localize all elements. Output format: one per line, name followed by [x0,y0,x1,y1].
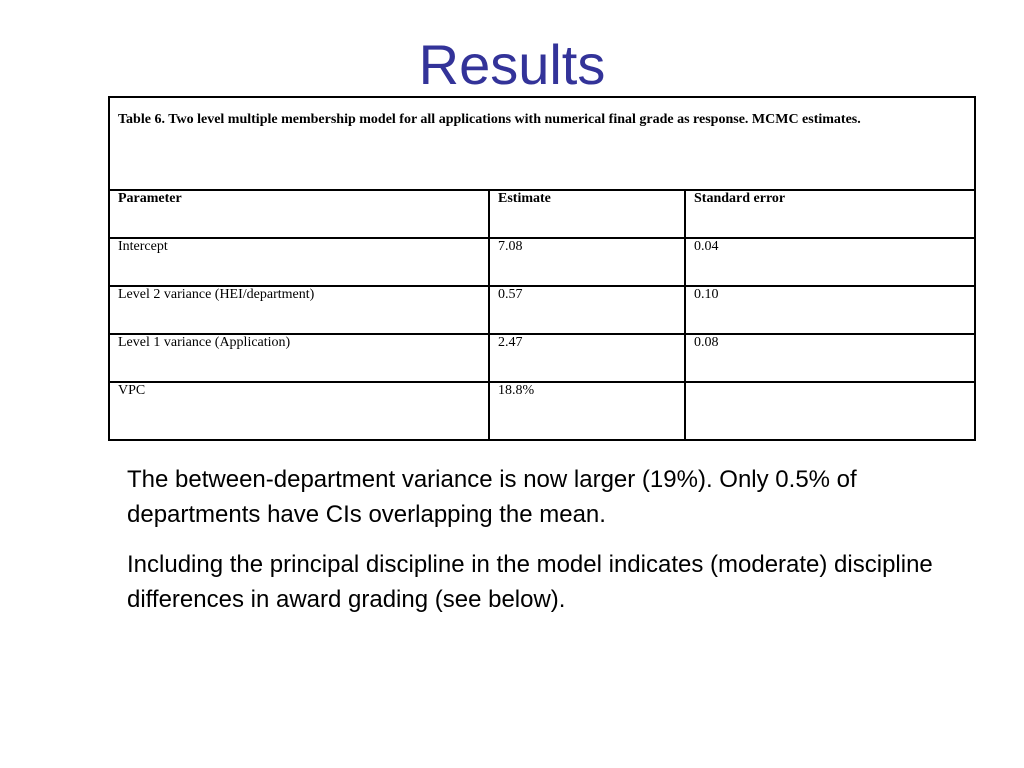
table-caption: Table 6. Two level multiple membership model for all applications with numerical final grade as response. MCMC estimates. [118,112,861,127]
standard-error-cell: 0.10 [685,286,975,334]
column-header-parameter: Parameter [109,190,489,238]
table-caption-row [109,97,975,190]
table-header-row [109,190,975,238]
results-table [108,96,976,441]
column-header-estimate: Estimate [489,190,685,238]
table-caption-cell [109,97,975,190]
vpc-empty-cell [685,382,975,440]
body-paragraph-variance: The between-department variance is now larger (19%). Only 0.5% of departments have CIs overlapping the mean. [127,466,857,528]
vpc-label-cell: VPC [109,382,489,440]
slide-title: Results [418,33,606,96]
estimate-cell: 2.47 [489,334,685,382]
standard-error-cell: 0.08 [685,334,975,382]
parameter-cell: Level 2 variance (HEI/department) [109,286,489,334]
column-header-standard-error: Standard error [685,190,975,238]
vpc-value-cell: 18.8% [489,382,685,440]
estimate-cell: 7.08 [489,238,685,286]
table-row [109,334,975,382]
body-paragraph-discipline: Including the principal discipline in the model indicates (moderate) discipline differences in award grading (see below). [127,551,933,613]
standard-error-cell: 0.04 [685,238,975,286]
parameter-cell: Intercept [109,238,489,286]
vpc-row [109,382,975,440]
parameter-cell: Level 1 variance (Application) [109,334,489,382]
estimate-cell: 0.57 [489,286,685,334]
table-row [109,238,975,286]
table-row [109,286,975,334]
body-text [127,462,977,632]
